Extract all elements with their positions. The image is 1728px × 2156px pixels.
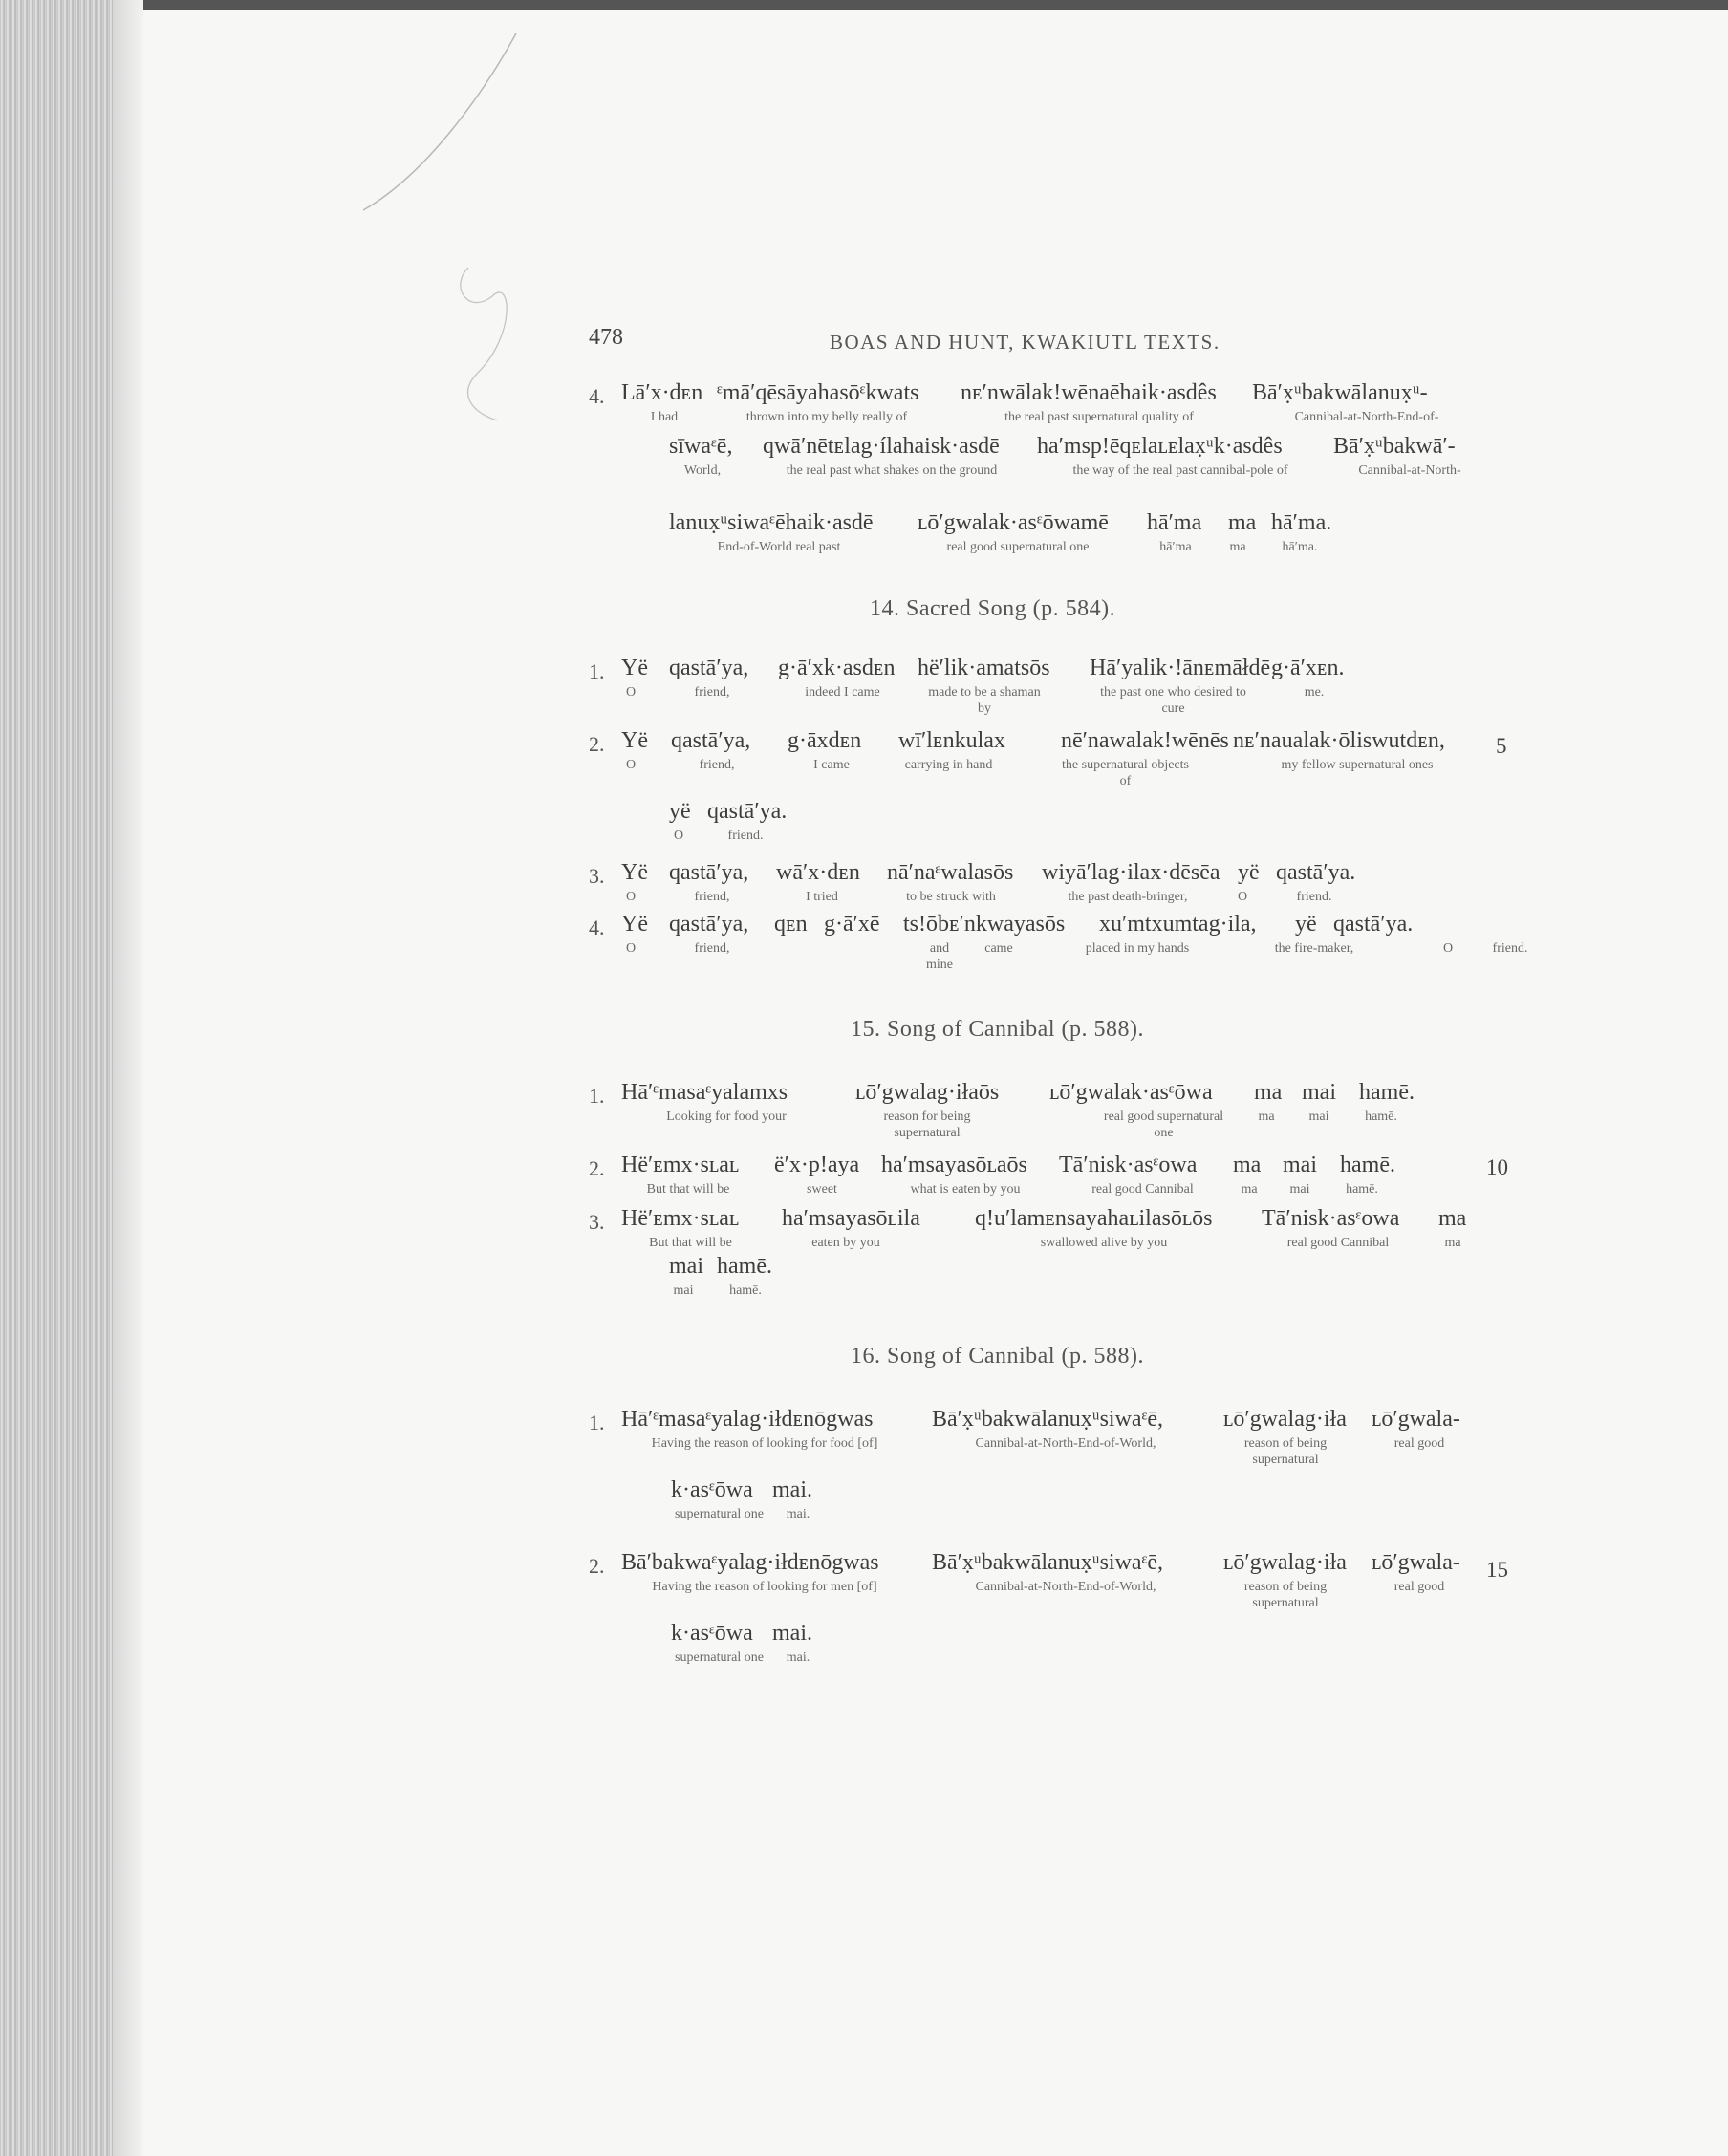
gloss: the real past what shakes on the ground xyxy=(786,464,998,478)
word: g·ā′xᴇn. xyxy=(1271,656,1345,680)
word: yë xyxy=(669,799,691,824)
word: Tā′nisk·asᵋowa xyxy=(1059,1153,1198,1177)
word: ts!ōbᴇ′nkwayasōs xyxy=(903,912,1066,937)
gloss: and mine xyxy=(926,941,953,972)
word: qᴇn xyxy=(774,912,808,937)
gloss: I tried xyxy=(806,890,838,904)
word: ᵋmā′qēsāyahasōᵋkwats xyxy=(717,380,919,405)
gloss: Cannibal-at-North-End-of-World, xyxy=(975,1436,1156,1451)
verse-number: 3. xyxy=(589,1210,605,1234)
word: mai xyxy=(669,1254,703,1279)
page-number: 478 xyxy=(589,325,623,350)
gloss: the way of the real past cannibal-pole of xyxy=(1072,464,1288,478)
word: nā′naᵋwalasōs xyxy=(887,860,1014,885)
word: sīwaᵋē, xyxy=(669,434,733,459)
word: hā′ma xyxy=(1147,510,1202,535)
gloss: Looking for food your xyxy=(666,1110,787,1124)
word: ʟō′gwalak·asᵋōwamē xyxy=(918,510,1109,535)
gloss: O xyxy=(673,829,684,843)
word: g·ā′xē xyxy=(824,912,880,937)
word: mai xyxy=(1283,1153,1317,1177)
margin-line-number: 10 xyxy=(1486,1155,1508,1179)
book-page xyxy=(143,10,1728,2156)
scan-top-edge xyxy=(0,0,1728,10)
gloss: End-of-World real past xyxy=(717,540,841,554)
gloss: friend. xyxy=(1492,941,1528,956)
section-title: 14. Sacred Song (p. 584). xyxy=(870,596,1116,621)
word: hā′ma. xyxy=(1271,510,1332,535)
gloss: sweet xyxy=(807,1182,837,1197)
gloss: But that will be xyxy=(646,1182,730,1197)
gloss: hā′ma xyxy=(1159,540,1192,554)
word: q!u′lamᴇnsayahaʟilasōʟōs xyxy=(975,1206,1213,1231)
gloss: friend. xyxy=(1296,890,1332,904)
gloss: real good xyxy=(1393,1580,1445,1594)
gloss: hamē. xyxy=(729,1283,762,1298)
word: qastā′ya. xyxy=(1333,912,1414,937)
word: mai xyxy=(1302,1080,1336,1105)
gloss: what is eaten by you xyxy=(910,1182,1021,1197)
verse-number: 1. xyxy=(589,1411,605,1434)
verse-number: 3. xyxy=(589,864,605,888)
word: ʟō′gwala- xyxy=(1372,1550,1460,1575)
gloss: hamē. xyxy=(1346,1182,1378,1197)
gloss: reason of being supernatural xyxy=(1243,1436,1328,1467)
gloss: me. xyxy=(1304,685,1325,700)
gloss: Cannibal-at-North-End-of-World, xyxy=(975,1580,1156,1594)
word: g·ā′xk·asdᴇn xyxy=(778,656,896,680)
word: Hë′ᴇmx·sʟaʟ xyxy=(621,1206,740,1231)
gloss: the past death-bringer, xyxy=(1068,890,1188,904)
word: hë′lik·amatsōs xyxy=(918,656,1050,680)
word: Tā′nisk·asᵋowa xyxy=(1262,1206,1400,1231)
word: nē′nawalak!wēnēs xyxy=(1061,728,1229,753)
verse-number: 4. xyxy=(589,384,605,408)
word: ʟō′gwalag·iła xyxy=(1223,1407,1347,1432)
gloss: hā′ma. xyxy=(1282,540,1318,554)
word: ma xyxy=(1254,1080,1283,1105)
gloss: Cannibal-at-North-End-of- xyxy=(1294,410,1439,424)
word: hamē. xyxy=(1359,1080,1415,1105)
word: xu′mtxumtag·ila, xyxy=(1099,912,1257,937)
gloss: real good supernatural one xyxy=(946,540,1090,554)
verse-number: 2. xyxy=(589,732,605,756)
gloss: made to be a shaman by xyxy=(928,685,1041,716)
word: nᴇ′naualak·ōliswutdᴇn, xyxy=(1233,728,1445,753)
gloss: Having the reason of looking for food [of] xyxy=(651,1436,878,1451)
word: mai. xyxy=(772,1477,812,1502)
gloss: eaten by you xyxy=(811,1236,880,1250)
verse-number: 1. xyxy=(589,659,605,683)
word: Yë xyxy=(621,860,648,885)
gloss: World, xyxy=(683,464,722,478)
gloss: I came xyxy=(813,758,850,772)
gloss: the supernatural objects of xyxy=(1062,758,1189,788)
word: Yë xyxy=(621,728,648,753)
word: qastā′ya. xyxy=(1276,860,1356,885)
gloss: the fire-maker, xyxy=(1274,941,1354,956)
gloss: thrown into my belly really of xyxy=(745,410,908,424)
word: qastā′ya. xyxy=(707,799,788,824)
word: qastā′ya, xyxy=(669,912,749,937)
word: Yë xyxy=(621,656,648,680)
gloss: reason for being supernatural xyxy=(883,1110,971,1140)
word: nᴇ′nwālak!wēnaēhaik·asdês xyxy=(961,380,1217,405)
gloss: real good supernatural one xyxy=(1103,1110,1224,1140)
gloss: O xyxy=(1442,941,1454,956)
gloss: mai xyxy=(1289,1182,1310,1197)
word: Hā′yalik·!ānᴇmāłdē xyxy=(1090,656,1271,680)
word: Bā′x̣ᵘbakwā′- xyxy=(1333,434,1456,459)
verse-number: 2. xyxy=(589,1156,605,1180)
book-page-edges xyxy=(0,0,143,2156)
verse-number: 4. xyxy=(589,916,605,939)
margin-line-number: 15 xyxy=(1486,1558,1508,1582)
word: ë′x·p!aya xyxy=(774,1153,860,1177)
section-title: 16. Song of Cannibal (p. 588). xyxy=(851,1344,1144,1369)
gloss: Cannibal-at-North- xyxy=(1358,464,1461,478)
gloss: But that will be xyxy=(649,1236,732,1250)
word: yë xyxy=(1238,860,1260,885)
word: yë xyxy=(1295,912,1317,937)
word: wī′lᴇnkulax xyxy=(898,728,1005,753)
word: ma xyxy=(1233,1153,1262,1177)
word: hamē. xyxy=(717,1254,772,1279)
gloss: ma xyxy=(1444,1236,1461,1250)
word: wā′x·dᴇn xyxy=(776,860,860,885)
gloss: I had xyxy=(650,410,679,424)
gloss: reason of being supernatural xyxy=(1243,1580,1328,1610)
gloss: supernatural one xyxy=(675,1507,764,1521)
word: ʟō′gwalag·iłaōs xyxy=(855,1080,1000,1105)
gloss: mai. xyxy=(786,1507,810,1521)
word: mai. xyxy=(772,1621,812,1646)
gloss: carrying in hand xyxy=(904,758,993,772)
word: Hë′ᴇmx·sʟaʟ xyxy=(621,1153,740,1177)
gloss: friend. xyxy=(727,829,764,843)
word: Lā′x·dᴇn xyxy=(621,380,703,405)
word: Bā′bakwaᵋyalag·iłdᴇnōgwas xyxy=(621,1550,879,1575)
word: wiyā′lag·ilax·dēsēa xyxy=(1042,860,1220,885)
word: ʟō′gwalag·iła xyxy=(1223,1550,1347,1575)
word: ma xyxy=(1438,1206,1467,1231)
gloss: real good Cannibal xyxy=(1286,1236,1390,1250)
gloss: mai xyxy=(673,1283,694,1298)
gloss: friend, xyxy=(694,685,730,700)
word: Bā′x̣ᵘbakwālanux̣ᵘsiwaᵋē, xyxy=(932,1550,1164,1575)
gloss: indeed I came xyxy=(805,685,880,700)
word: g·āxdᴇn xyxy=(788,728,862,753)
gloss: to be struck with xyxy=(906,890,996,904)
word: ha′msayasōʟaōs xyxy=(881,1153,1027,1177)
word: ma xyxy=(1228,510,1257,535)
gloss: friend, xyxy=(694,941,730,956)
word: ʟō′gwalak·asᵋōwa xyxy=(1049,1080,1213,1105)
gloss: ma xyxy=(1241,1182,1258,1197)
word: k·asᵋōwa xyxy=(671,1477,753,1502)
gloss: O xyxy=(625,758,637,772)
gloss: came xyxy=(984,941,1013,956)
word: qastā′ya, xyxy=(669,656,749,680)
verse-number: 1. xyxy=(589,1084,605,1108)
word: lanux̣ᵘsiwaᵋēhaik·asdē xyxy=(669,510,874,535)
gloss: ma xyxy=(1258,1110,1275,1124)
word: Yë xyxy=(621,912,648,937)
gloss: supernatural one xyxy=(675,1650,764,1665)
gloss: ma xyxy=(1229,540,1246,554)
running-title: BOAS AND HUNT, KWAKIUTL TEXTS. xyxy=(830,331,1220,354)
gloss: my fellow supernatural ones xyxy=(1281,758,1434,772)
word: hamē. xyxy=(1340,1153,1395,1177)
gloss: swallowed alive by you xyxy=(1040,1236,1168,1250)
gloss: the real past supernatural quality of xyxy=(1004,410,1194,424)
word: ʟō′gwala- xyxy=(1372,1407,1460,1432)
word: Hā′ᵋmasaᵋyalamxs xyxy=(621,1080,788,1105)
word: qastā′ya, xyxy=(671,728,751,753)
gloss: O xyxy=(625,890,637,904)
gloss: friend, xyxy=(694,890,730,904)
margin-line-number: 5 xyxy=(1496,734,1507,758)
gloss: hamē. xyxy=(1365,1110,1397,1124)
gloss: the past one who desired to cure xyxy=(1100,685,1246,716)
verse-number: 2. xyxy=(589,1554,605,1578)
gloss: O xyxy=(625,685,637,700)
gloss: Having the reason of looking for men [of] xyxy=(652,1580,877,1594)
word: qastā′ya, xyxy=(669,860,749,885)
gloss: mai. xyxy=(786,1650,810,1665)
word: ha′msayasōʟila xyxy=(782,1206,920,1231)
gloss: O xyxy=(1237,890,1248,904)
word: qwā′nētᴇlag·ílahaisk·asdē xyxy=(763,434,1000,459)
gloss: real good Cannibal xyxy=(1091,1182,1194,1197)
word: ha′msp!ēqᴇlaʟᴇlax̣ᵘk·asdês xyxy=(1037,434,1283,459)
gloss: real good xyxy=(1393,1436,1445,1451)
word: Bā′x̣ᵘbakwālanux̣ᵘsiwaᵋē, xyxy=(932,1407,1164,1432)
gloss: placed in my hands xyxy=(1085,941,1190,956)
gloss: O xyxy=(625,941,637,956)
section-title: 15. Song of Cannibal (p. 588). xyxy=(851,1017,1144,1042)
word: Hā′ᵋmasaᵋyalag·iłdᴇnōgwas xyxy=(621,1407,874,1432)
word: k·asᵋōwa xyxy=(671,1621,753,1646)
pencil-mark xyxy=(325,29,535,430)
gloss: mai xyxy=(1308,1110,1329,1124)
word: Bā′x̣ᵘbakwālanux̣ᵘ- xyxy=(1252,380,1428,405)
gloss: friend, xyxy=(699,758,735,772)
